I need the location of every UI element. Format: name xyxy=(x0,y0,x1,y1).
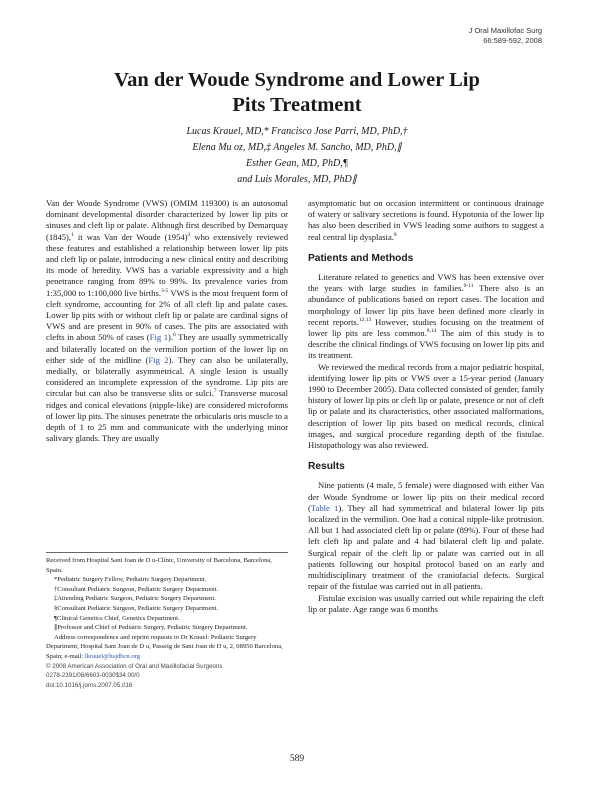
author-line: Lucas Krauel, MD,* Francisco Jose Parri, MD, PhD,† xyxy=(186,126,408,137)
journal-volume: 66:589-592, 2008 xyxy=(483,36,542,45)
section-heading-patients-methods: Patients and Methods xyxy=(308,252,414,264)
left-column xyxy=(46,198,288,444)
email-link[interactable]: lkrauel@hsjdbcn.org xyxy=(84,652,141,660)
table-1-link[interactable]: Table 1 xyxy=(310,502,339,513)
intro-paragraph: Van der Woude Syndrome (VWS) (OMIM 119300) is an autosomal dominant developmental disorder characterized by lower lip pits or sinuses and cleft lip or palate. Although first described by Demarquay (1845),$^1$ it was Van der Woude $(1954)^2$ who extensively reviewed these features and established a relationship between lower lip pits and cleft lip or palate, introducing a new clinical entity and describing its mode of heredity. VWS has a variable expressivity and a high penetrance ranging from 89% to 99%. Its prevalence varies from 1:35,000 to 1:100,000 live births.$^{3-5}$ VWS is the most frequent form of cleft syndrome, accounting for 2% of all cleft lip and palate cases. Lower lip pits with or without cleft lip or palate are cardinal signs of VWS and are present in 90% of cases. The pits are associated with clefts in about 50% of cases (Fig 1).$^6$ They are usually symmetrically and bilaterally located on the vermilion portion of the lower lip on either side of the midline (Fig 2). They can also be unilaterally, medially, or bilaterally asymmetrical. A single lesion is usually considered an incomplete expression of the syndrome. Lip pits are circular but can also be transverse slits or sulci.$^7$ Transverse mucosal ridges and conical elevations (nipple-like) are considered microforms of lower lip pits. The sinuses penetrate the orbicularis oris muscle to a depth of 1 to 25 mm and communicate with the underlying minor salivary glands. They are usually xyxy=(46,198,289,444)
received-note: Received from Hospital Sant Joan de D u-Clínic, University of Barcelona, Barcelona, Spain. xyxy=(46,557,272,574)
journal-citation xyxy=(469,26,542,46)
affiliation-note: ¶Clinical Genetics Chief, Genetics Department. xyxy=(54,614,180,622)
affiliation-note: †Consultant Pediatric Surgeon, Pediatric Surgery Department. xyxy=(54,585,219,593)
affiliation-note: *Pediatric Surgery Fellow, Pediatric Surgery Department. xyxy=(54,576,207,584)
author-list xyxy=(40,124,554,188)
footnotes xyxy=(46,556,288,690)
right-column xyxy=(308,198,544,615)
affiliation-note: ∥Professor and Chief of Pediatric Surgery, Pediatric Surgery Department. xyxy=(54,624,248,632)
author-line: Esther Gean, MD, PhD,¶ xyxy=(246,158,348,169)
methods-paragraph: We reviewed the medical records from a major pediatric hospital, identifying lower lip pits or VWS over a 15-year period (January 1990 to December 2005). Data collected consisted of gender, family history of lower lip pits or cleft lip or palate, presence or not of cleft lip or palate and its characteristics, other associated malformations, description of lower lip pits based on medical records, clinical images, and surgical procedure regarding depth of the fistulae. Histopathology was also reviewed. xyxy=(308,361,544,451)
title-line-1: Van der Woude Syndrome and Lower Lip xyxy=(114,69,480,91)
section-heading-results: Results xyxy=(308,461,345,473)
affiliation-note: §Consultant Pediatric Surgeon, Pediatric Surgery Department. xyxy=(54,604,219,612)
journal-name: J Oral Maxillofac Surg xyxy=(468,26,542,35)
page-number: 589 xyxy=(289,754,305,764)
doi-line: doi:10.1016/j.joms.2007.05.016 xyxy=(46,681,133,689)
correspondence-note: Address correspondence and reprint requests to Dr Krauel: Pediatric Surgery Department, Hospital Sant Joan de D u, Passeig de Sant Joan de D u, 2, 08950 Barcelona, Spain; e-mail: lkrauel@hsjdbcn.org xyxy=(46,633,283,660)
results-paragraph: Nine patients (4 male, 5 female) were diagnosed with either Van der Woude Syndrome or lower lip pits on their medical record (Table 1). They all had symmetrical and bilateral lower lip pits localized in the vermilion. One had a conical nipple-like protrusion. All but 1 had associated cleft lip or palate (89%). Four of these had left cleft lip and palate and 4 had bilateral cleft lip and palate. Surgical repair of the cleft lip or palate was carried out in all patients following our hospital protocol based on an early and multidisciplinary treatment of the craniofacial defects. Surgical repair of the fistulae was carried out in all patients. xyxy=(308,480,544,592)
author-line: Elena Mu oz, MD,‡ Angeles M. Sancho, MD, PhD,∥ xyxy=(192,142,402,153)
title-line-2: Pits Treatment xyxy=(232,94,362,116)
figure-2-link[interactable]: Fig 2 xyxy=(148,354,169,365)
article-title xyxy=(40,68,554,118)
footnote-divider xyxy=(46,552,288,553)
results-paragraph: Fistulae excision was usually carried out while repairing the cleft lip or palate. Age range was 6 months xyxy=(308,592,544,614)
methods-paragraph: Literature related to genetics and VWS has been extensive over the years with large studies in families.$^{9-11}$ There also is an abundance of publications based on report cases. The location and morphology of lower lip pits have been defined more clearly in recent reports.$^{12,13}$ However, studies focusing on the treatment of lower lip pits are less common.$^{8,14}$ The aim of this study is to describe the clinical findings of VWS focusing on lower lip pits and its treatment. xyxy=(308,272,544,361)
affiliation-note: ‡Attending Pediatric Surgeon, Pediatric Surgery Department. xyxy=(54,595,216,603)
continued-paragraph: asymptomatic but on occasion intermittent or continuous drainage of watery or salivary secretions is found. Hypotonia of the lower lip has also been described in VWS leading some authors to suggest a real central lip dysplasia.$^8$ xyxy=(308,198,544,242)
author-line: and Luis Morales, MD, PhD∥ xyxy=(237,174,357,185)
copyright-line: © 2008 American Association of Oral and Maxillofacial Surgeons xyxy=(46,662,223,670)
issn-line: 0278-2391/08/6603-0030$34.00/0 xyxy=(46,672,140,680)
figure-1-link[interactable]: Fig 1 xyxy=(149,332,168,343)
